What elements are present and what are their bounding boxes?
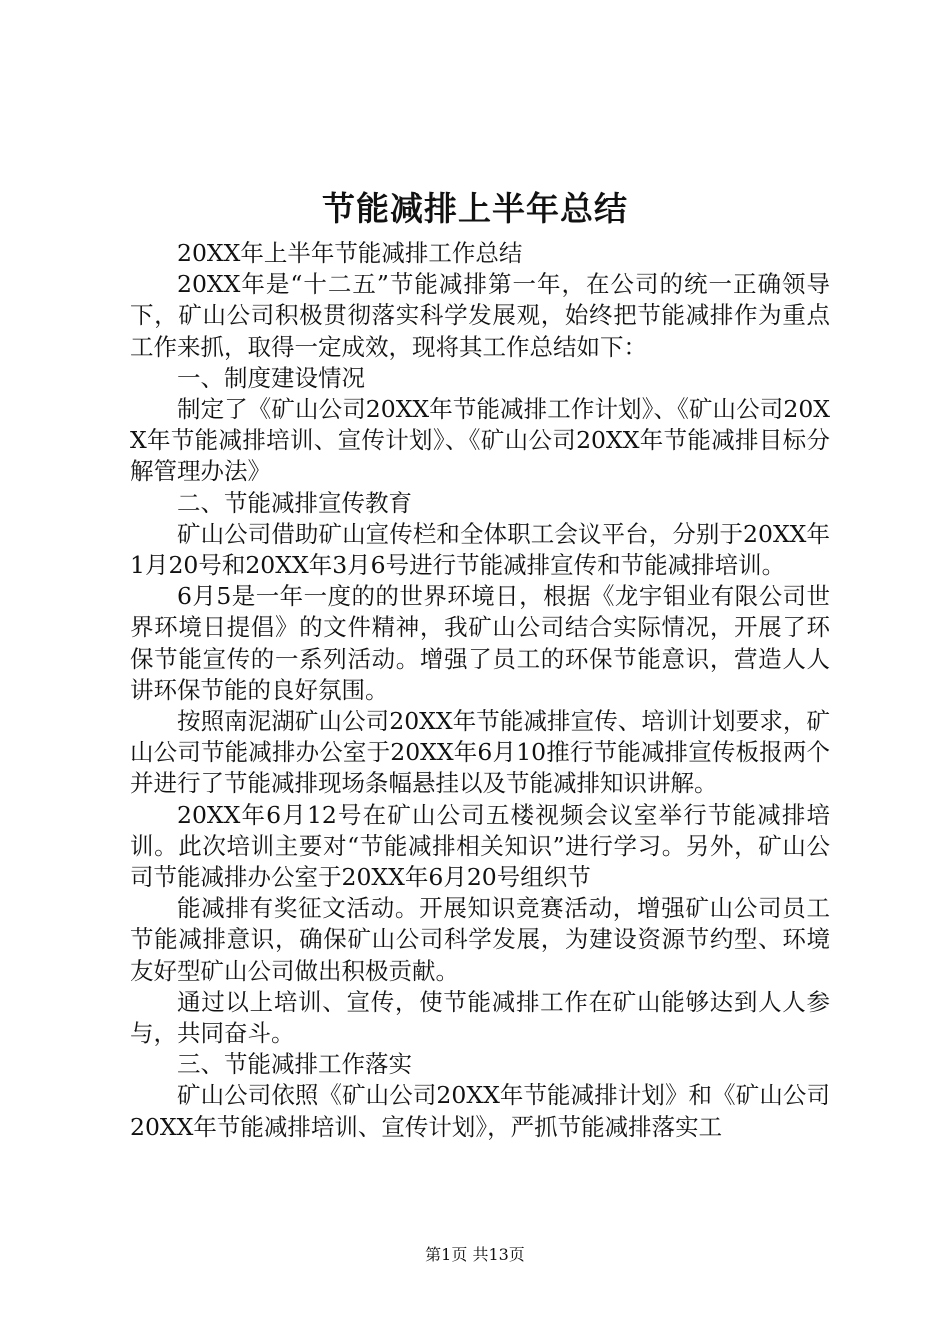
paragraph: 6月5是一年一度的的世界环境日，根据《龙宇钼业有限公司世界环境日提倡》的文件精神，我矿山公司结合实际情况，开展了环保节能宣传的一系列活动。增强了员工的环保节能意识，营造人人讲环保节能的良好氛围。 — [130, 582, 830, 704]
page-number: 第1页 共13页 — [425, 1245, 525, 1264]
section-heading-1: 一、制度建设情况 — [177, 363, 365, 392]
paragraph: 制定了《矿山公司20XX年节能减排工作计划》、《矿山公司20XX年节能减排培训、宣传计划》、《矿山公司20XX年节能减排目标分解管理办法》 — [130, 395, 830, 486]
section-heading-2: 二、节能减排宣传教育 — [177, 488, 412, 517]
paragraph-subtitle: 20XX年上半年节能减排工作总结 — [177, 239, 523, 267]
paragraph: 20XX年6月12号在矿山公司五楼视频会议室举行节能减排培训。此次培训主要对“节能减排相关知识”进行学习。另外，矿山公司节能减排办公室于20XX年6月20号组织节 — [130, 800, 830, 892]
paragraph: 通过以上培训、宣传，使节能减排工作在矿山能够达到人人参与，共同奋斗。 — [130, 987, 830, 1048]
document-title: 节能减排上半年总结 — [322, 189, 628, 228]
paragraph: 矿山公司依照《矿山公司20XX年节能减排计划》和《矿山公司20XX年节能减排培训、宣传计划》，严抓节能减排落实工 — [130, 1081, 830, 1141]
paragraph: 按照南泥湖矿山公司20XX年节能减排宣传、培训计划要求，矿山公司节能减排办公室于20XX年6月10推行节能减排宣传板报两个并进行了节能减排现场条幅悬挂以及节能减排知识讲解。 — [130, 707, 830, 798]
document-body — [130, 238, 830, 1143]
paragraph: 能减排有奖征文活动。开展知识竞赛活动，增强矿山公司员工节能减排意识，确保矿山公司科学发展，为建设资源节约型、环境友好型矿山公司做出积极贡献。 — [130, 894, 830, 985]
paragraph-intro: 20XX年是“十二五”节能减排第一年，在公司的统一正确领导下，矿山公司积极贯彻落实科学发展观，始终把节能减排作为重点工作来抓，取得一定成效，现将其工作总结如下： — [130, 270, 830, 361]
paragraph: 矿山公司借助矿山宣传栏和全体职工会议平台，分别于20XX年1月20号和20XX年3月6号进行节能减排宣传和节能减排培训。 — [130, 519, 830, 580]
section-heading-3: 三、节能减排工作落实 — [177, 1050, 412, 1079]
